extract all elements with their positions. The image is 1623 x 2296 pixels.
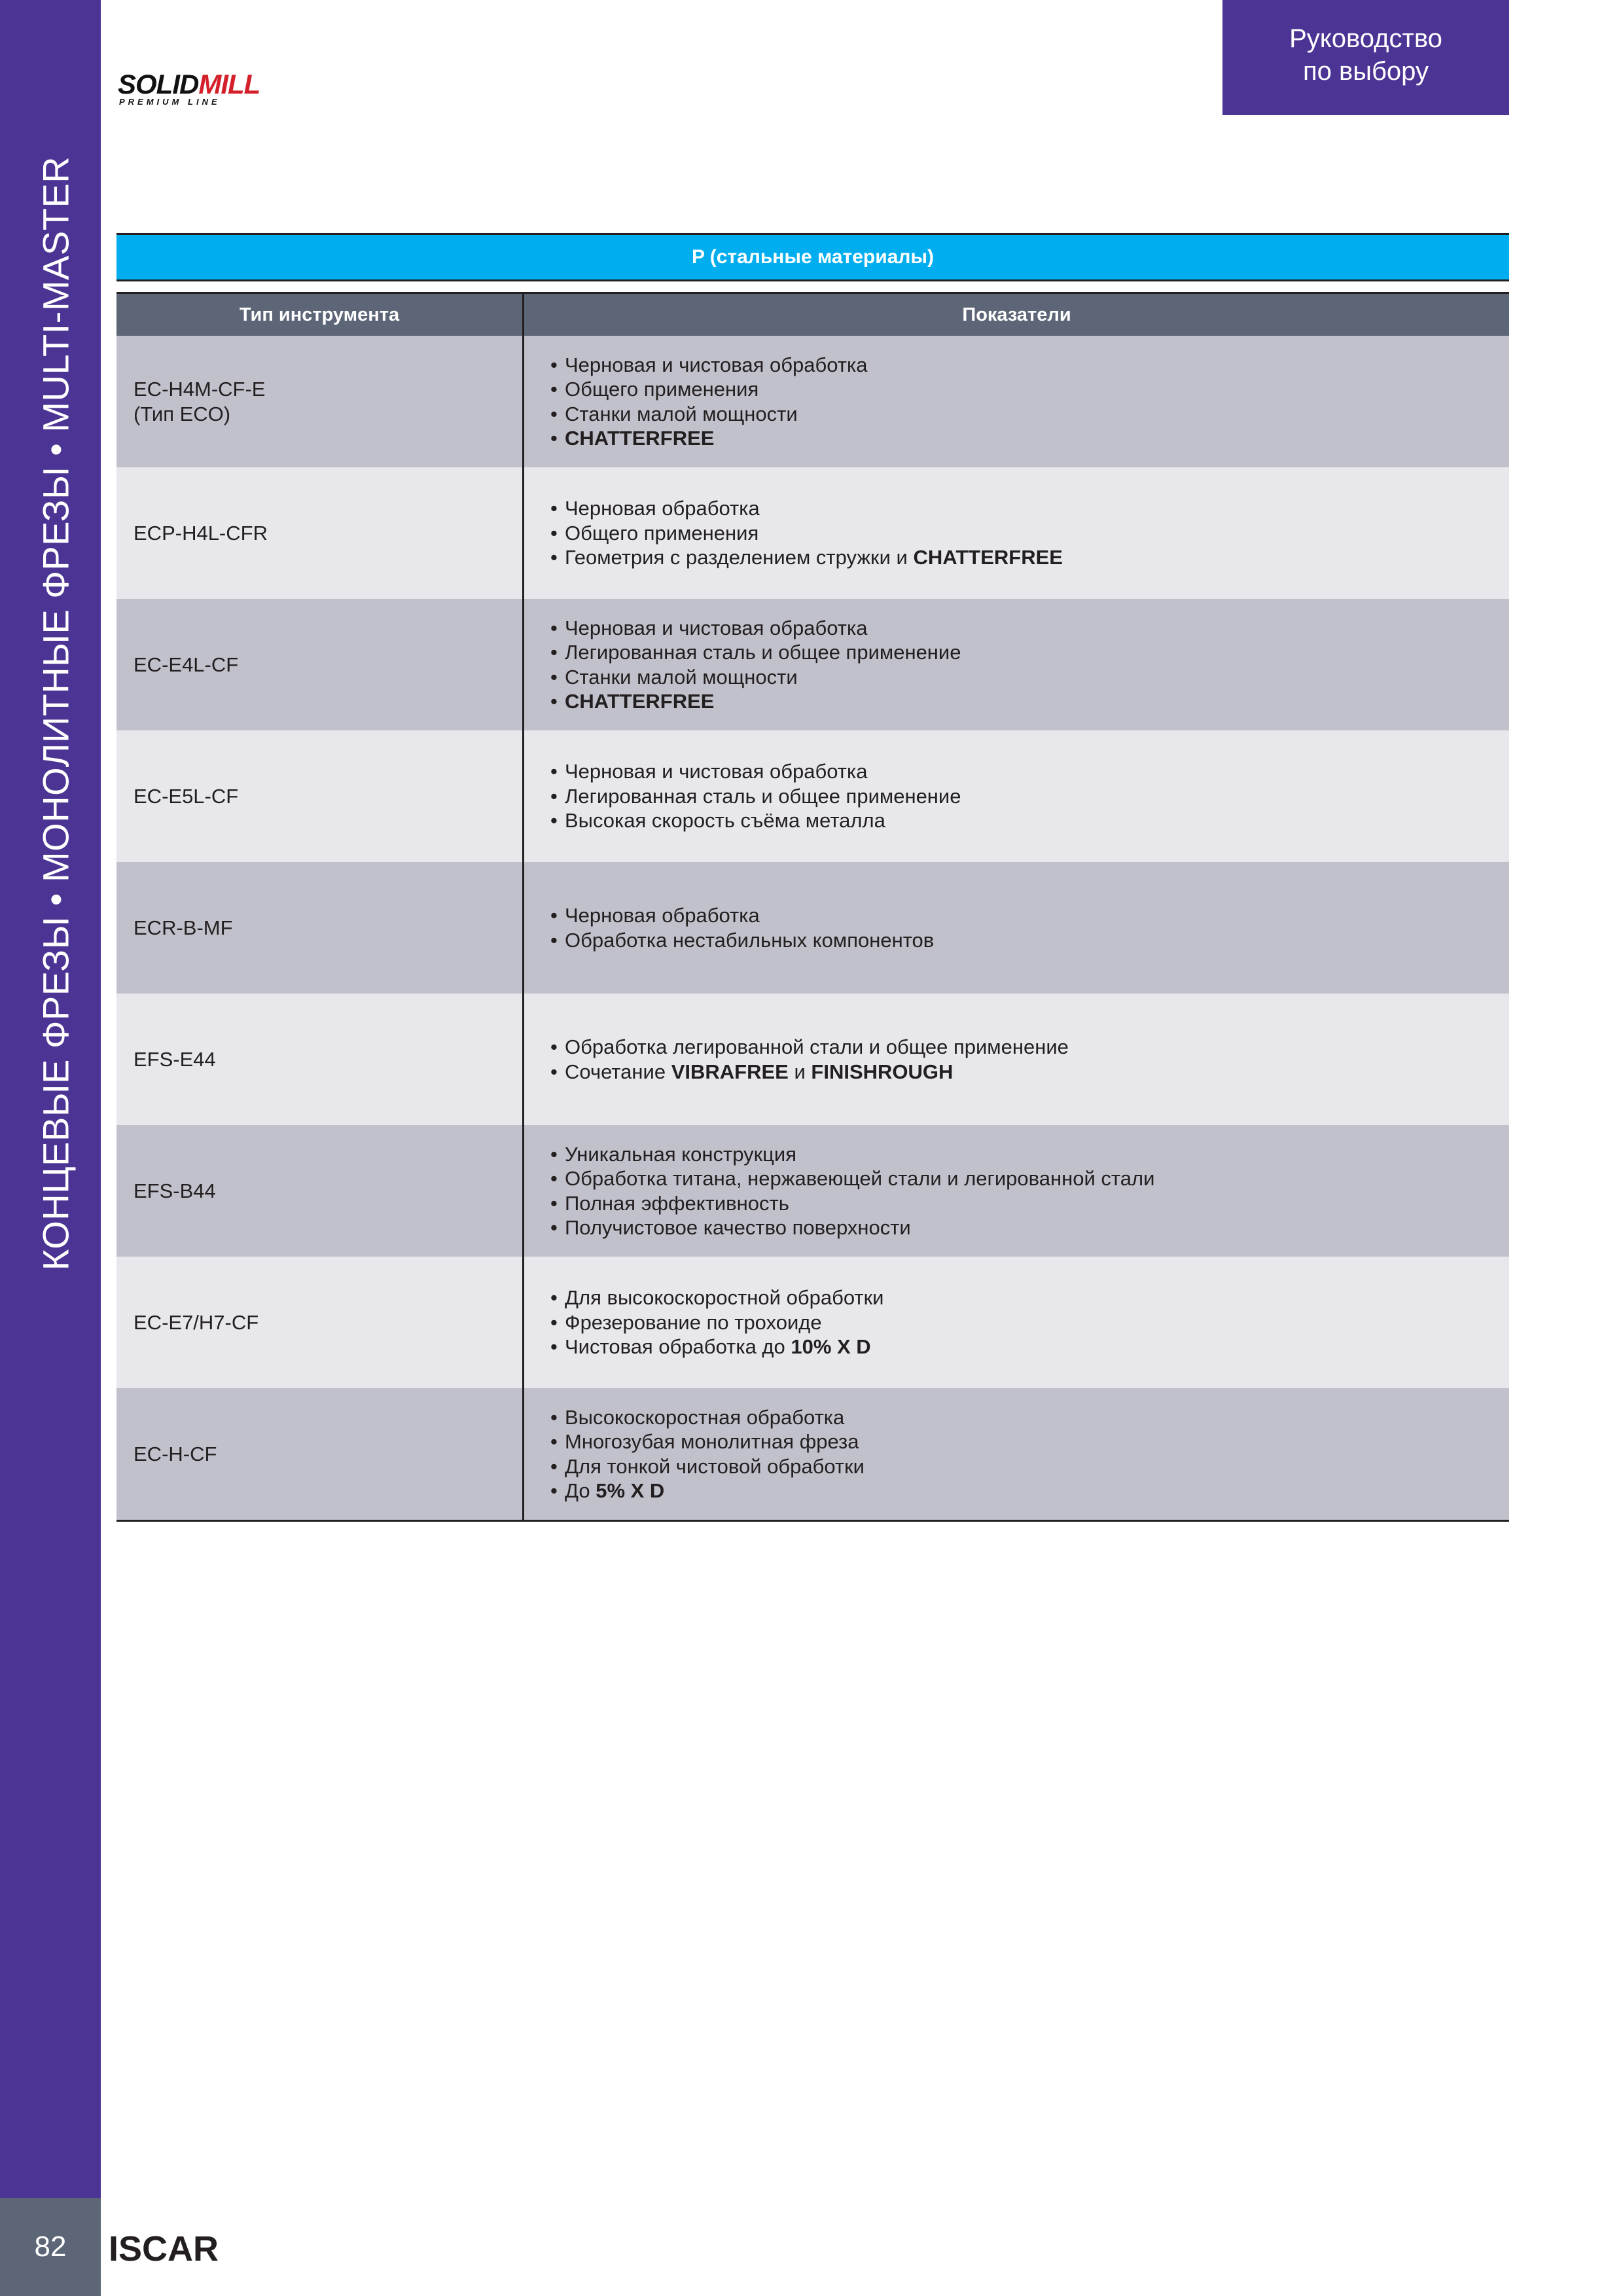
feature-text: VIBRAFREE (671, 1060, 789, 1083)
bullet-icon: • (550, 1335, 558, 1359)
table-row (116, 1125, 1509, 1257)
feature-item (550, 377, 1509, 402)
features-cell (524, 336, 1509, 467)
table-row (116, 1257, 1509, 1388)
feature-item (550, 402, 1509, 427)
feature-text: Легированная сталь и общее применение (565, 784, 961, 808)
bullet-icon: • (550, 809, 558, 833)
feature-item (550, 496, 1509, 521)
feature-text: Легированная сталь и общее применение (565, 641, 961, 664)
feature-item (550, 1479, 1509, 1503)
bullet-icon: • (550, 497, 558, 520)
solidmill-logo (118, 71, 288, 107)
features-cell (524, 994, 1509, 1125)
feature-item (550, 1335, 1509, 1359)
feature-item (550, 1191, 1509, 1216)
feature-text: Черновая обработка (565, 497, 760, 520)
bullet-icon: • (550, 427, 558, 450)
bullet-icon: • (550, 1479, 558, 1502)
tool-type-cell (116, 1257, 524, 1388)
tool-name-line: EC-E5L-CF (134, 784, 239, 808)
selection-table (116, 233, 1509, 1522)
bullet-icon: • (550, 665, 558, 689)
feature-item (550, 1429, 1509, 1454)
feature-item (550, 1060, 1509, 1085)
features-cell (524, 1388, 1509, 1520)
table-body (116, 336, 1509, 1520)
feature-text: Получистовое качество поверхности (565, 1216, 911, 1239)
guide-tab-line1: Руководство (1289, 24, 1442, 53)
feature-text: Общего применения (565, 378, 759, 401)
feature-text: Уникальная конструкция (565, 1142, 797, 1166)
feature-text: Станки малой мощности (565, 665, 798, 689)
table-bottom-rule (116, 1520, 1509, 1522)
feature-item (550, 545, 1509, 570)
feature-item (550, 1454, 1509, 1479)
logo-main-black: SOLID (118, 69, 199, 99)
tool-name-line: ECP-H4L-CFR (134, 521, 268, 545)
feature-item (550, 1142, 1509, 1167)
feature-text: Для тонкой чистовой обработки (565, 1454, 865, 1478)
col-header-features: Показатели (962, 304, 1071, 325)
bullet-icon: • (550, 546, 558, 569)
feature-text: Высокая скорость съёма металла (565, 809, 885, 833)
features-cell (524, 599, 1509, 730)
feature-item (550, 640, 1509, 665)
feature-text: Чистовая обработка до (565, 1335, 791, 1359)
bullet-icon: • (550, 1454, 558, 1478)
tool-type-cell (116, 336, 524, 467)
feature-item (550, 903, 1509, 928)
bullet-icon: • (550, 1167, 558, 1190)
bullet-icon: • (550, 353, 558, 376)
table-row (116, 730, 1509, 862)
bullet-icon: • (550, 784, 558, 808)
features-cell (524, 1125, 1509, 1257)
tool-name-line: EC-H4M-CF-E (134, 377, 266, 401)
feature-text: Фрезерование по трохоиде (565, 1310, 822, 1334)
brand-name: ISCAR (109, 2229, 219, 2269)
tool-type-cell (116, 730, 524, 862)
features-cell (524, 1257, 1509, 1388)
feature-text: Черновая и чистовая обработка (565, 616, 868, 639)
feature-text: и (788, 1060, 812, 1083)
bullet-icon: • (550, 1035, 558, 1058)
tool-type-cell (116, 1125, 524, 1257)
bullet-icon: • (550, 1191, 558, 1215)
feature-text: Высокоскоростная обработка (565, 1405, 845, 1429)
tool-name-line: (Тип ECO) (134, 402, 231, 425)
bullet-icon: • (550, 690, 558, 713)
logo-subtitle: PREMIUM LINE (119, 97, 221, 107)
bullet-icon: • (550, 904, 558, 927)
bullet-icon: • (550, 1430, 558, 1453)
features-cell (524, 862, 1509, 994)
features-cell (524, 730, 1509, 862)
tool-type-cell (116, 1388, 524, 1520)
table-row (116, 1388, 1509, 1520)
table-header (116, 292, 1509, 336)
bullet-icon: • (550, 616, 558, 639)
feature-text: Обработка титана, нержавеющей стали и легированной стали (565, 1167, 1155, 1190)
feature-item (550, 1035, 1509, 1060)
bullet-icon: • (550, 1060, 558, 1083)
feature-item (550, 1405, 1509, 1430)
feature-item (550, 1215, 1509, 1240)
bullet-icon: • (550, 928, 558, 952)
bullet-icon: • (550, 641, 558, 664)
feature-text: CHATTERFREE (565, 690, 715, 713)
bullet-icon: • (550, 1310, 558, 1334)
feature-item (550, 928, 1509, 953)
feature-text: Полная эффективность (565, 1191, 789, 1215)
feature-text: FINISHROUGH (811, 1060, 954, 1083)
table-row (116, 862, 1509, 994)
feature-text: Многозубая монолитная фреза (565, 1430, 859, 1453)
feature-item (550, 759, 1509, 784)
features-cell (524, 467, 1509, 599)
feature-item (550, 1310, 1509, 1335)
feature-item (550, 808, 1509, 833)
feature-item (550, 521, 1509, 546)
tool-type-cell (116, 467, 524, 599)
feature-item (550, 665, 1509, 690)
bullet-icon: • (550, 760, 558, 783)
side-banner-text: КОНЦЕВЫЕ ФРЕЗЫ • МОНОЛИТНЫЕ ФРЕЗЫ • MULTI-MASTER (35, 156, 77, 1271)
feature-item (550, 353, 1509, 378)
tool-name-line: EC-E4L-CF (134, 653, 239, 676)
bullet-icon: • (550, 1142, 558, 1166)
tool-name-line: EFS-B44 (134, 1179, 216, 1202)
tool-type-cell (116, 599, 524, 730)
feature-text: Черновая и чистовая обработка (565, 353, 868, 376)
logo-main-red: MILL (198, 69, 260, 99)
bullet-icon: • (550, 1405, 558, 1429)
bullet-icon: • (550, 1216, 558, 1239)
feature-text: Обработка нестабильных компонентов (565, 928, 935, 952)
table-row (116, 336, 1509, 467)
feature-text: Геометрия с разделением стружки и (565, 546, 914, 569)
feature-text: CHATTERFREE (913, 546, 1063, 569)
guide-tab-line2: по выбору (1303, 57, 1429, 86)
table-row (116, 994, 1509, 1125)
feature-text: 5% X D (596, 1479, 665, 1502)
feature-text: Черновая и чистовая обработка (565, 760, 868, 783)
feature-text: Черновая обработка (565, 904, 760, 927)
feature-text: Сочетание (565, 1060, 671, 1083)
tool-name-line: EC-E7/H7-CF (134, 1310, 259, 1334)
feature-item (550, 426, 1509, 451)
bullet-icon: • (550, 402, 558, 425)
feature-item (550, 1166, 1509, 1191)
material-category-bar: P (стальные материалы) (116, 233, 1509, 281)
table-row (116, 467, 1509, 599)
feature-text: Станки малой мощности (565, 402, 798, 425)
tool-name-line: EC-H-CF (134, 1442, 217, 1465)
feature-text: До (565, 1479, 596, 1502)
bullet-icon: • (550, 1286, 558, 1310)
selection-guide-tab (1222, 0, 1509, 115)
feature-item (550, 689, 1509, 714)
table-row (116, 599, 1509, 730)
feature-text: Обработка легированной стали и общее применение (565, 1035, 1069, 1058)
feature-text: CHATTERFREE (565, 427, 715, 450)
feature-item (550, 784, 1509, 809)
feature-item (550, 616, 1509, 641)
feature-text: Общего применения (565, 521, 759, 545)
feature-text: Для высокоскоростной обработки (565, 1286, 884, 1310)
bullet-icon: • (550, 521, 558, 545)
col-header-tool: Тип инструмента (116, 294, 524, 336)
tool-name-line: EFS-E44 (134, 1047, 216, 1071)
bullet-icon: • (550, 378, 558, 401)
page-number: 82 (34, 2231, 67, 2263)
feature-text: 10% X D (791, 1335, 871, 1359)
tool-type-cell (116, 862, 524, 994)
feature-item (550, 1285, 1509, 1310)
tool-type-cell (116, 994, 524, 1125)
tool-name-line: ECR-B-MF (134, 916, 233, 939)
